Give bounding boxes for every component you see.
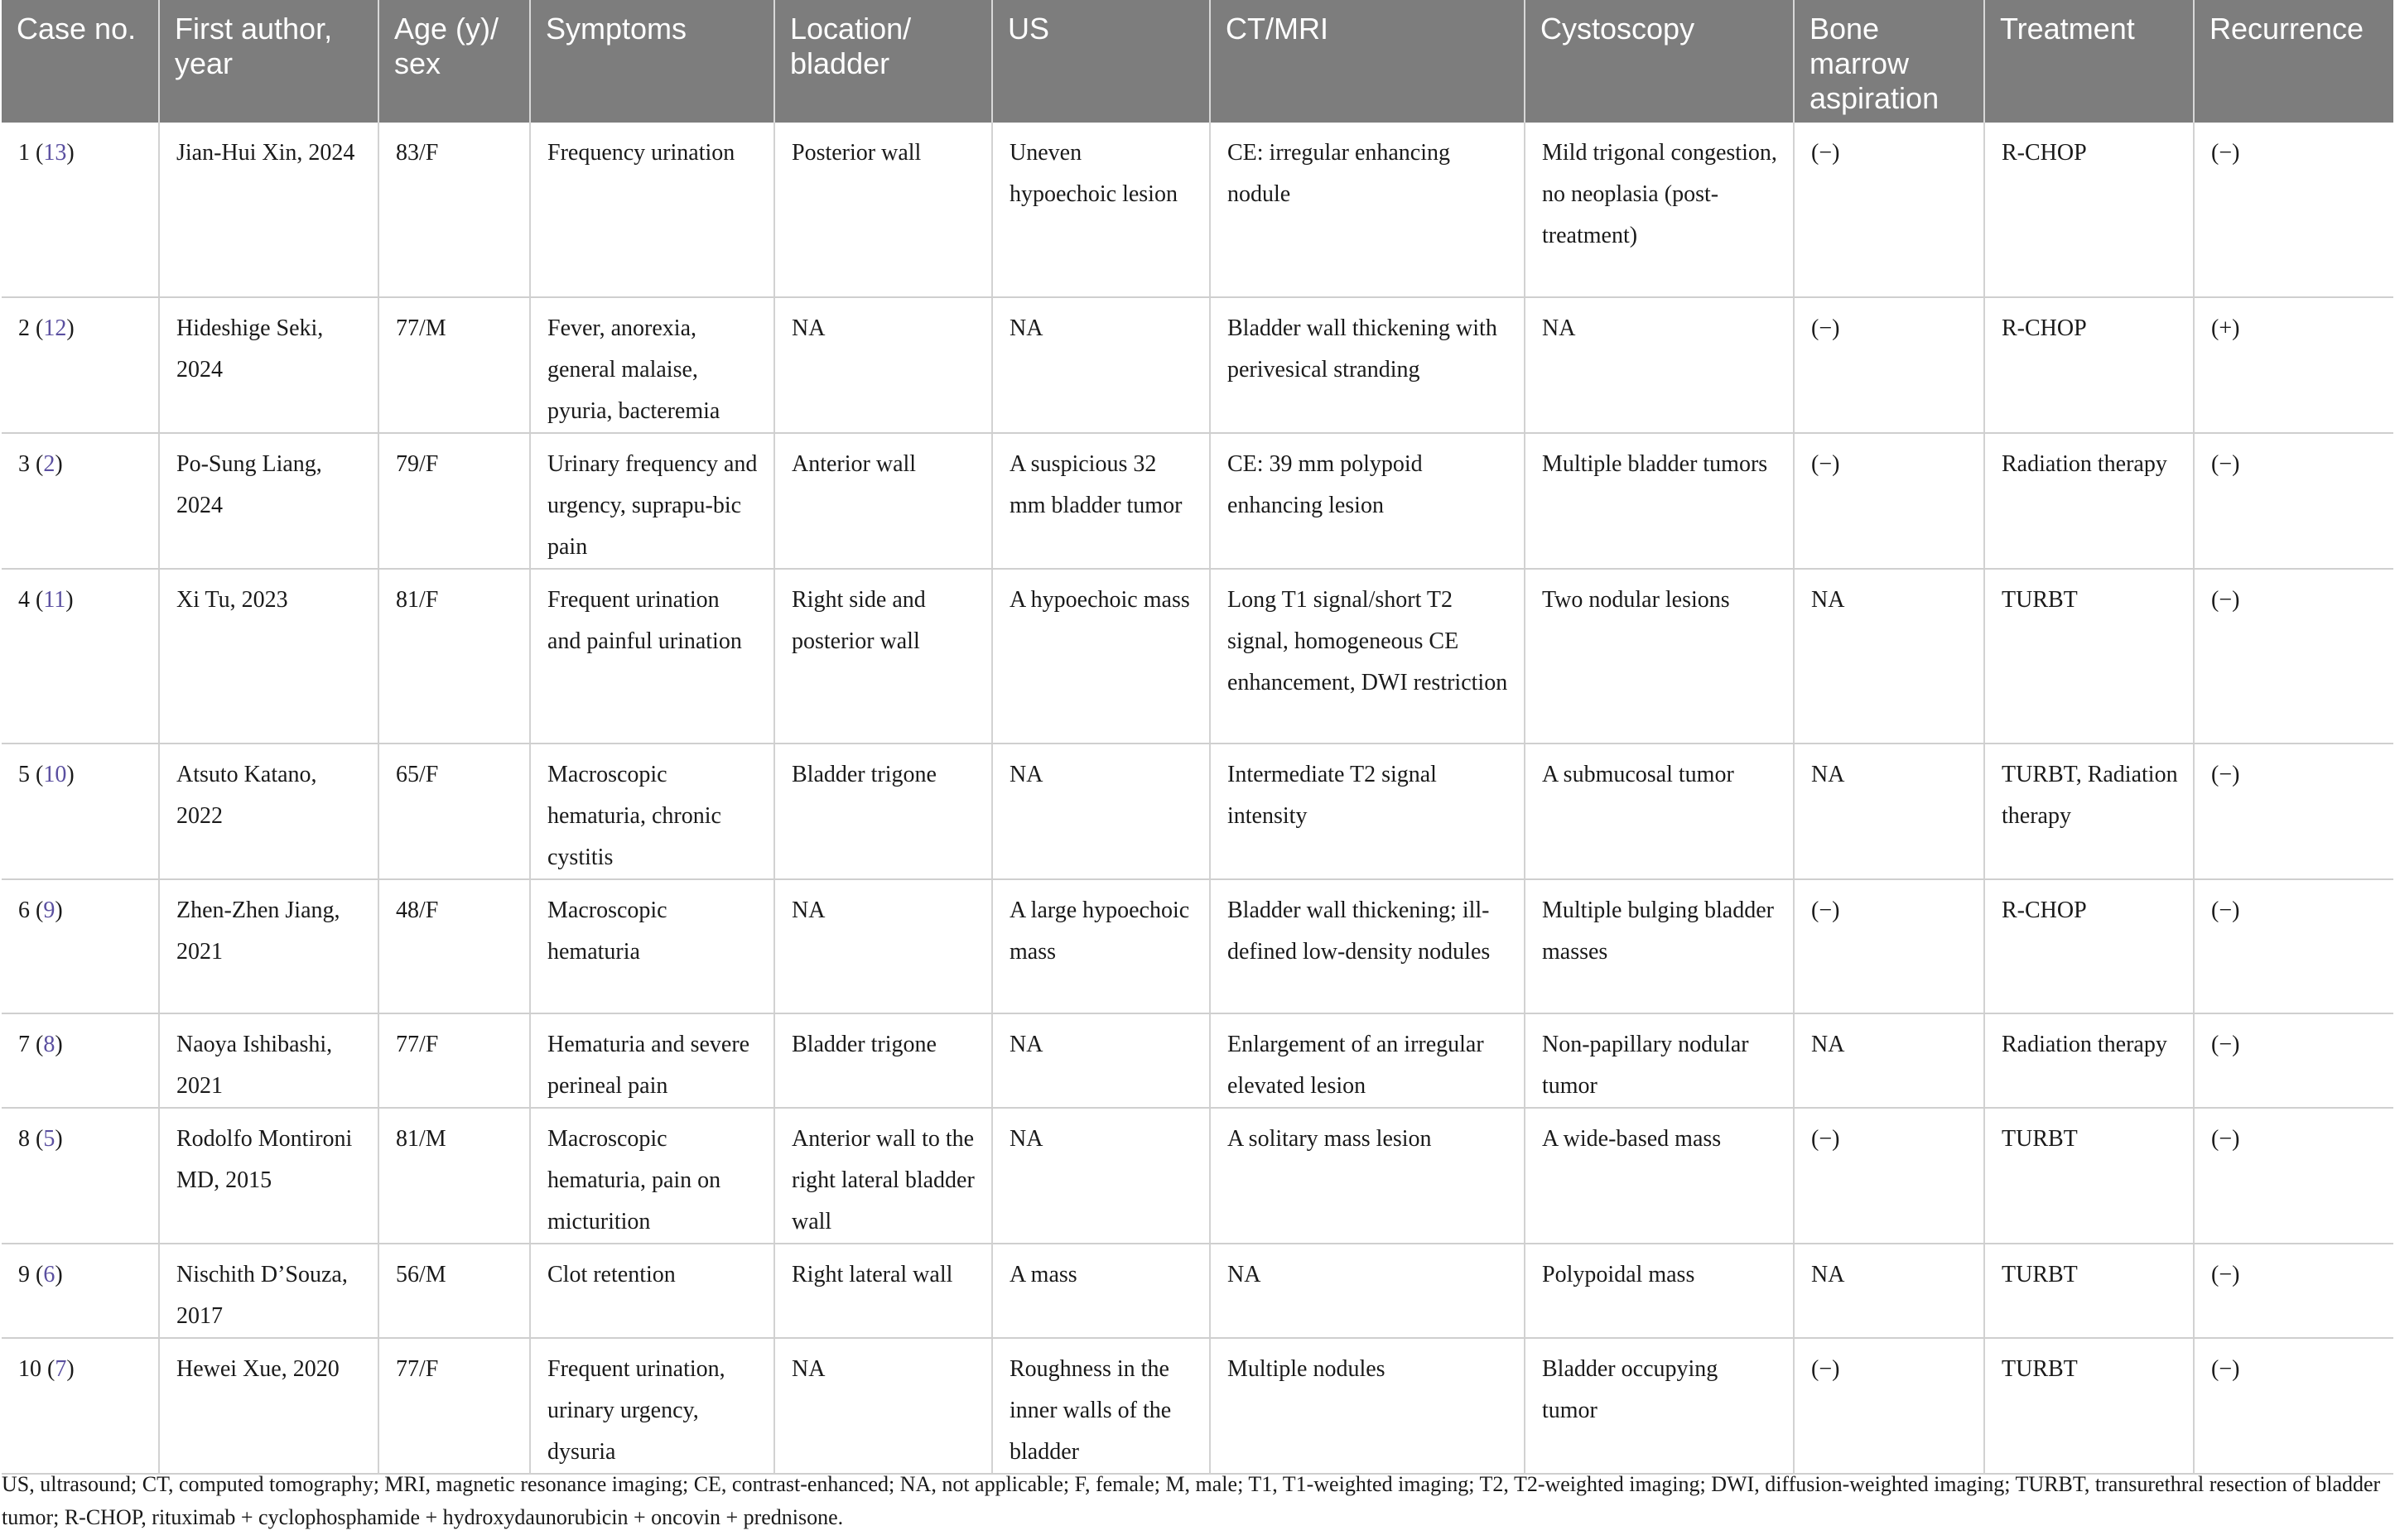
cell-author-year: Xi Tu, 2023 bbox=[159, 569, 378, 744]
case-number: 2 bbox=[18, 315, 30, 341]
reference-link[interactable]: 9 bbox=[43, 898, 55, 923]
header-us: US bbox=[992, 0, 1210, 123]
cell-author-year: Nischith D’Souza, 2017 bbox=[159, 1244, 378, 1338]
cell-bone-marrow: NA bbox=[1794, 1013, 1984, 1108]
reference-link[interactable]: 10 bbox=[43, 762, 67, 787]
header-first-author-year: First author, year bbox=[159, 0, 378, 123]
cell-us: NA bbox=[992, 1108, 1210, 1244]
cell-bone-marrow: (−) bbox=[1794, 1108, 1984, 1244]
cell-case-no: 10 (7) bbox=[2, 1338, 159, 1474]
cell-treatment: Radiation therapy bbox=[1984, 433, 2194, 569]
cell-symptoms: Frequent urination and painful urination bbox=[530, 569, 774, 744]
cell-age-sex: 77/F bbox=[378, 1338, 530, 1474]
table-header bbox=[2, 0, 2393, 123]
cell-bone-marrow: (−) bbox=[1794, 433, 1984, 569]
cell-author-year: Hewei Xue, 2020 bbox=[159, 1338, 378, 1474]
table-row bbox=[2, 569, 2393, 744]
cell-cystoscopy: Two nodular lesions bbox=[1525, 569, 1794, 744]
cell-case-no: 7 (8) bbox=[2, 1013, 159, 1108]
cell-us: NA bbox=[992, 744, 1210, 879]
table-body bbox=[2, 123, 2393, 1474]
cell-recurrence: (−) bbox=[2194, 123, 2393, 297]
header-case-no: Case no. bbox=[2, 0, 159, 123]
cell-bone-marrow: (−) bbox=[1794, 123, 1984, 297]
header-treatment: Treatment bbox=[1984, 0, 2194, 123]
cell-symptoms: Fever, anorexia, general malaise, pyuria, bacteremia bbox=[530, 297, 774, 433]
cell-treatment: TURBT bbox=[1984, 569, 2194, 744]
cell-symptoms: Frequency urination bbox=[530, 123, 774, 297]
cell-location: Anterior wall bbox=[774, 433, 992, 569]
cell-ct-mri: Long T1 signal/short T2 signal, homogeneous CE enhancement, DWI restriction bbox=[1210, 569, 1525, 744]
cell-treatment: R-CHOP bbox=[1984, 297, 2194, 433]
cell-age-sex: 77/F bbox=[378, 1013, 530, 1108]
reference-link[interactable]: 6 bbox=[43, 1262, 55, 1287]
cell-age-sex: 83/F bbox=[378, 123, 530, 297]
case-number: 9 bbox=[18, 1262, 30, 1287]
cell-case-no: 9 (6) bbox=[2, 1244, 159, 1338]
cell-symptoms: Frequent urination, urinary urgency, dysuria bbox=[530, 1338, 774, 1474]
cell-cystoscopy: Non-papillary nodular tumor bbox=[1525, 1013, 1794, 1108]
cell-age-sex: 65/F bbox=[378, 744, 530, 879]
cell-location: Bladder trigone bbox=[774, 744, 992, 879]
cell-bone-marrow: (−) bbox=[1794, 297, 1984, 433]
cell-ct-mri: Intermediate T2 signal intensity bbox=[1210, 744, 1525, 879]
cell-bone-marrow: NA bbox=[1794, 1244, 1984, 1338]
cell-cystoscopy: Multiple bulging bladder masses bbox=[1525, 879, 1794, 1013]
cell-cystoscopy: NA bbox=[1525, 297, 1794, 433]
cell-location: Right lateral wall bbox=[774, 1244, 992, 1338]
cell-ct-mri: A solitary mass lesion bbox=[1210, 1108, 1525, 1244]
table-row bbox=[2, 1108, 2393, 1244]
cell-recurrence: (+) bbox=[2194, 297, 2393, 433]
case-number: 8 bbox=[18, 1126, 30, 1152]
cell-recurrence: (−) bbox=[2194, 569, 2393, 744]
cell-symptoms: Hematuria and severe perineal pain bbox=[530, 1013, 774, 1108]
cell-bone-marrow: NA bbox=[1794, 744, 1984, 879]
cell-author-year: Naoya Ishibashi, 2021 bbox=[159, 1013, 378, 1108]
cell-symptoms: Clot retention bbox=[530, 1244, 774, 1338]
case-number: 3 bbox=[18, 451, 30, 477]
cell-bone-marrow: (−) bbox=[1794, 879, 1984, 1013]
cell-case-no: 6 (9) bbox=[2, 879, 159, 1013]
cell-cystoscopy: Multiple bladder tumors bbox=[1525, 433, 1794, 569]
header-cystoscopy: Cystoscopy bbox=[1525, 0, 1794, 123]
cell-treatment: TURBT bbox=[1984, 1108, 2194, 1244]
cell-us: A suspicious 32 mm bladder tumor bbox=[992, 433, 1210, 569]
cell-ct-mri: Bladder wall thickening; ill-defined low-density nodules bbox=[1210, 879, 1525, 1013]
cell-bone-marrow: NA bbox=[1794, 569, 1984, 744]
cell-ct-mri: Bladder wall thickening with perivesical stranding bbox=[1210, 297, 1525, 433]
cell-us: Uneven hypoechoic lesion bbox=[992, 123, 1210, 297]
cell-case-no: 3 (2) bbox=[2, 433, 159, 569]
cell-cystoscopy: A submucosal tumor bbox=[1525, 744, 1794, 879]
cell-recurrence: (−) bbox=[2194, 1244, 2393, 1338]
cell-age-sex: 56/M bbox=[378, 1244, 530, 1338]
cell-us: A mass bbox=[992, 1244, 1210, 1338]
cell-recurrence: (−) bbox=[2194, 1338, 2393, 1474]
case-number: 1 bbox=[18, 140, 30, 166]
reference-link[interactable]: 5 bbox=[43, 1126, 55, 1152]
cell-us: A large hypoechoic mass bbox=[992, 879, 1210, 1013]
table-footnote: US, ultrasound; CT, computed tomography; MRI, magnetic resonance imaging; CE, contrast-enhanced; NA, not applicable; F, female; M, male; T1, T1-weighted imaging; T2, T2-weighted imaging; DWI, diffusion-weighted imaging; TURBT, transurethral resection of bladder tumor; R-CHOP, rituximab + cyclophosphamide + hydroxydaunorubicin + oncovin + prednisone. bbox=[2, 1472, 2381, 1529]
cell-symptoms: Macroscopic hematuria, pain on micturition bbox=[530, 1108, 774, 1244]
header-bone-marrow-aspiration: Bone marrow aspiration bbox=[1794, 0, 1984, 123]
cell-age-sex: 79/F bbox=[378, 433, 530, 569]
case-number: 6 bbox=[18, 898, 30, 923]
cell-us: A hypoechoic mass bbox=[992, 569, 1210, 744]
cell-us: NA bbox=[992, 1013, 1210, 1108]
cell-case-no: 8 (5) bbox=[2, 1108, 159, 1244]
cell-symptoms: Urinary frequency and urgency, suprapu-bic pain bbox=[530, 433, 774, 569]
case-number: 4 bbox=[18, 587, 30, 613]
header-location-bladder: Location/ bladder bbox=[774, 0, 992, 123]
cell-treatment: TURBT, Radiation therapy bbox=[1984, 744, 2194, 879]
cell-location: Posterior wall bbox=[774, 123, 992, 297]
cell-recurrence: (−) bbox=[2194, 879, 2393, 1013]
cell-age-sex: 48/F bbox=[378, 879, 530, 1013]
cell-author-year: Jian-Hui Xin, 2024 bbox=[159, 123, 378, 297]
cell-symptoms: Macroscopic hematuria bbox=[530, 879, 774, 1013]
cell-author-year: Hideshige Seki, 2024 bbox=[159, 297, 378, 433]
reference-link[interactable]: 13 bbox=[43, 140, 67, 166]
cell-author-year: Atsuto Katano, 2022 bbox=[159, 744, 378, 879]
cell-location: Bladder trigone bbox=[774, 1013, 992, 1108]
cell-ct-mri: CE: irregular enhancing nodule bbox=[1210, 123, 1525, 297]
cell-treatment: TURBT bbox=[1984, 1338, 2194, 1474]
reference-link[interactable]: 12 bbox=[43, 315, 67, 341]
cell-age-sex: 81/M bbox=[378, 1108, 530, 1244]
reference-link[interactable]: 11 bbox=[43, 587, 66, 613]
case-number: 7 bbox=[18, 1032, 30, 1057]
cell-us: NA bbox=[992, 297, 1210, 433]
header-ct-mri: CT/MRI bbox=[1210, 0, 1525, 123]
cell-case-no: 2 (12) bbox=[2, 297, 159, 433]
cell-ct-mri: Enlargement of an irregular elevated lesion bbox=[1210, 1013, 1525, 1108]
table-row bbox=[2, 123, 2393, 297]
header-age-sex: Age (y)/ sex bbox=[378, 0, 530, 123]
cell-recurrence: (−) bbox=[2194, 1013, 2393, 1108]
cell-symptoms: Macroscopic hematuria, chronic cystitis bbox=[530, 744, 774, 879]
table-row bbox=[2, 1244, 2393, 1338]
cell-us: Roughness in the inner walls of the bladder bbox=[992, 1338, 1210, 1474]
table-row bbox=[2, 1013, 2393, 1108]
table-row bbox=[2, 433, 2393, 569]
cell-recurrence: (−) bbox=[2194, 744, 2393, 879]
case-number: 10 bbox=[18, 1356, 41, 1382]
table-row bbox=[2, 744, 2393, 879]
cell-cystoscopy: Mild trigonal congestion, no neoplasia (post-treatment) bbox=[1525, 123, 1794, 297]
cell-treatment: R-CHOP bbox=[1984, 123, 2194, 297]
cell-location: Anterior wall to the right lateral bladder wall bbox=[774, 1108, 992, 1244]
cell-bone-marrow: (−) bbox=[1794, 1338, 1984, 1474]
cell-location: NA bbox=[774, 297, 992, 433]
cell-age-sex: 81/F bbox=[378, 569, 530, 744]
cell-location: Right side and posterior wall bbox=[774, 569, 992, 744]
cell-cystoscopy: Polypoidal mass bbox=[1525, 1244, 1794, 1338]
cell-ct-mri: NA bbox=[1210, 1244, 1525, 1338]
cell-cystoscopy: A wide-based mass bbox=[1525, 1108, 1794, 1244]
header-row bbox=[2, 0, 2393, 123]
cell-treatment: TURBT bbox=[1984, 1244, 2194, 1338]
header-symptoms: Symptoms bbox=[530, 0, 774, 123]
cell-age-sex: 77/M bbox=[378, 297, 530, 433]
header-recurrence: Recurrence bbox=[2194, 0, 2393, 123]
table-row bbox=[2, 297, 2393, 433]
cell-treatment: Radiation therapy bbox=[1984, 1013, 2194, 1108]
cell-case-no: 5 (10) bbox=[2, 744, 159, 879]
table-row bbox=[2, 879, 2393, 1013]
reference-link[interactable]: 2 bbox=[43, 451, 55, 477]
cell-treatment: R-CHOP bbox=[1984, 879, 2194, 1013]
cell-case-no: 4 (11) bbox=[2, 569, 159, 744]
cell-location: NA bbox=[774, 879, 992, 1013]
table-row bbox=[2, 1338, 2393, 1474]
cell-ct-mri: CE: 39 mm polypoid enhancing lesion bbox=[1210, 433, 1525, 569]
case-table bbox=[2, 0, 2393, 1475]
reference-link[interactable]: 7 bbox=[55, 1356, 67, 1382]
cell-author-year: Zhen-Zhen Jiang, 2021 bbox=[159, 879, 378, 1013]
cell-cystoscopy: Bladder occupying tumor bbox=[1525, 1338, 1794, 1474]
cell-case-no: 1 (13) bbox=[2, 123, 159, 297]
cell-author-year: Rodolfo Montironi MD, 2015 bbox=[159, 1108, 378, 1244]
cell-ct-mri: Multiple nodules bbox=[1210, 1338, 1525, 1474]
cell-recurrence: (−) bbox=[2194, 1108, 2393, 1244]
cell-author-year: Po-Sung Liang, 2024 bbox=[159, 433, 378, 569]
case-number: 5 bbox=[18, 762, 30, 787]
cell-location: NA bbox=[774, 1338, 992, 1474]
cell-recurrence: (−) bbox=[2194, 433, 2393, 569]
reference-link[interactable]: 8 bbox=[43, 1032, 55, 1057]
